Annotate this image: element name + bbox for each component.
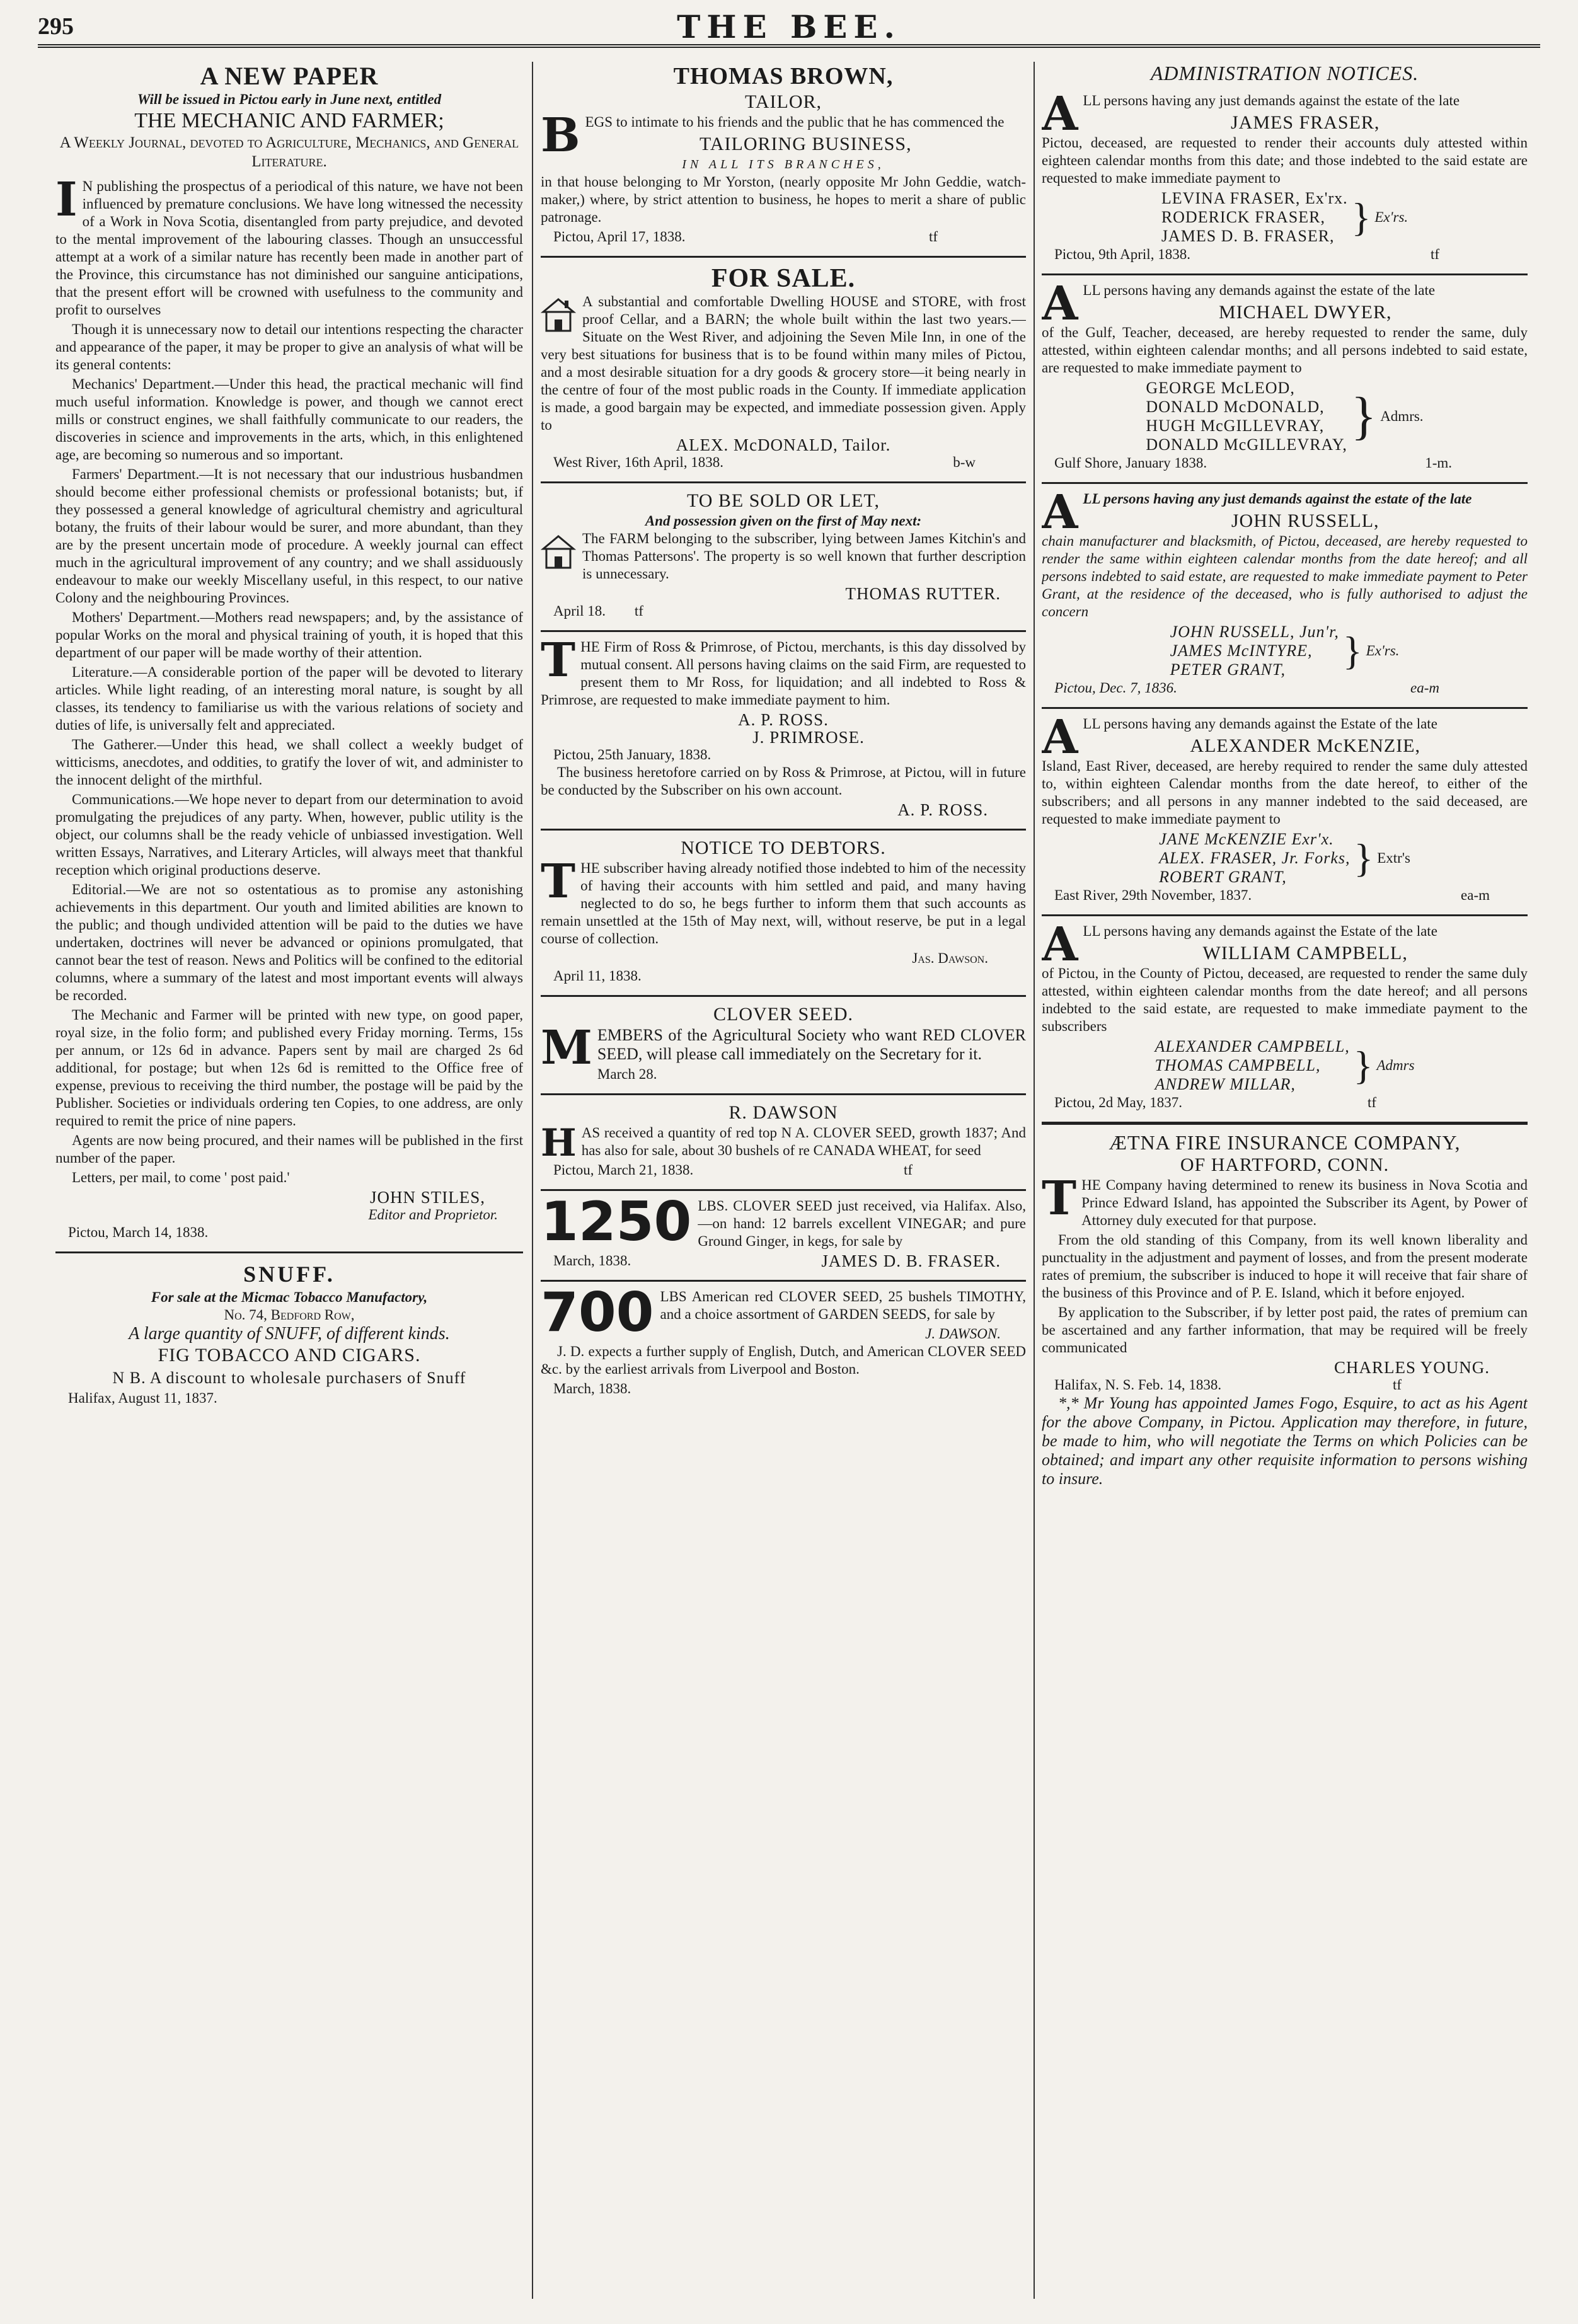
role-label: Admrs. (1380, 408, 1424, 424)
insertion-code: tf (903, 1162, 913, 1178)
insertion-code: ea-m (1461, 887, 1490, 903)
debtors-notice (541, 829, 1026, 985)
notice-subheading: Will be issued in Pictou early in June next, entitled (137, 91, 442, 107)
administrator-name: GEORGE McLEOD, (1146, 379, 1295, 397)
drop-cap: T (541, 854, 576, 909)
paragraph: LL persons having any demands against the Estate of the late (1083, 923, 1437, 939)
paragraph: Literature.—A considerable portion of the paper will be devoted to literary articles. While light reading, of an interesting moral nature, is sought by all classes, its tendency to familiarise us with the various relations of society and duties of life, is universally felt and appreciated. (55, 664, 523, 733)
aetna-notice (1042, 1122, 1528, 1488)
house-icon (541, 296, 576, 333)
paragraph: Pictou, deceased, are requested to render their accounts duly attested within eighteen calendar months from this date; and those indebted to the said estate are requested to make immediate payment to (1042, 135, 1528, 186)
notice-heading: FIG TOBACCO AND CIGARS. (158, 1345, 421, 1366)
drop-cap: I (55, 173, 78, 227)
notice-subheading: And possession given on the first of May next: (645, 513, 922, 529)
notice-heading: R. DAWSON (729, 1102, 838, 1123)
signature-title: Editor and Proprietor. (368, 1207, 498, 1222)
notice-heading: TO BE SOLD OR LET, (686, 490, 880, 511)
paragraph: LL persons having any just demands against the estate of the late (1083, 93, 1460, 108)
dateline: Pictou, March 21, 1838. (553, 1162, 694, 1178)
dawson-notice (541, 1093, 1026, 1179)
paragraph: By application to the Subscriber, if by letter post paid, the rates of premium can be ascertained and any farther information, that may be required will be freely communicated (1042, 1304, 1528, 1355)
snuff-notice (55, 1251, 523, 1407)
russell-estate-notice (1042, 482, 1528, 697)
paragraph: EGS to intimate to his friends and the public that he has commenced the (585, 114, 1005, 130)
dateline: Pictou, March 14, 1838. (68, 1224, 209, 1240)
branches-line: IN ALL ITS BRANCHES, (682, 158, 885, 171)
paragraph: Farmers' Department.—It is not necessary that our industrious husbandmen should become either professional chemists or professional botanists; but, if they possessed a general knowledge of agricultural chemistry and agricultural botany, the fruits of their labour would be surer, and more abundant, than they are by the present uncertain mode of procedure. A weekly journal can effect much in the agricultural improvement of any country; and we shall assiduously endeavour to make our weekly Miscellany useful, in this respect, to our native Colony and the neighbouring Provinces. (55, 466, 523, 606)
insertion-code: tf (1392, 1377, 1402, 1393)
paragraph: chain manufacturer and blacksmith, of Pictou, deceased, are hereby requested to render the same within eighteen calendar months from the date hereof; and all persons indebted to said estate, are requested to make immediate payment to Peter Grant, at the residence of the deceased, who is fully authorised to adjust the concern (1042, 533, 1528, 619)
campbell-estate-notice (1042, 914, 1528, 1112)
paragraph: J. D. expects a further supply of English, Dutch, and American CLOVER SEED &c. by the earliest arrivals from Liverpool and Boston. (541, 1343, 1026, 1377)
brace: } (1353, 1043, 1373, 1088)
brace: } (1351, 387, 1377, 446)
executor-name: JAMES D. B. FRASER, (1161, 227, 1335, 245)
role-label: Admrs (1376, 1057, 1415, 1073)
insertion-code: ea-m (1410, 680, 1439, 696)
drop-cap: A (1042, 710, 1078, 764)
paragraph: Agents are now being procured, and their names will be published in the first number of the paper. (55, 1132, 523, 1166)
paragraph: A substantial and comfortable Dwelling HOUSE and STORE, with frost proof Cellar, and a BARN; the whole built within the last two years.—Situate on the West River, and adjoining the Seven Mile Inn, in one of the very best situations for business that is to be found within many miles of Pictou, and a most desirable situation for a dry goods & grocery store—it being nearly in the centre of four of the most public roads in the County. If immediate application is made, a good bargain may be expected, and immediate possession given. Apply to (541, 294, 1026, 433)
executor-name: JANE McKENZIE Exr'x. (1159, 830, 1334, 848)
paragraph: HE subscriber having already notified those indebted to him of the necessity of having their accounts with him settled and paid, and many having neglected to do so, he begs further to inform them that such accounts as remain unsettled at the 15th of May next, will, without reserve, be put in a legal course of collection. (541, 860, 1026, 946)
deceased-name: WILLIAM CAMPBELL, (1202, 943, 1408, 964)
notice-subheading: TAILOR, (744, 91, 822, 112)
page-header (38, 9, 1540, 48)
executor-name: LEVINA FRASER, Ex'rx. (1161, 189, 1348, 207)
dateline: March 28. (597, 1066, 657, 1082)
column-2 (541, 62, 1026, 2305)
agent-note: *,* Mr Young has appointed James Fogo, Esquire, to act as his Agent for the above Company, in Pictou. Application may therefore, in future, be made to him, who will negotiate the Terms on which Policies can be obtained; and impart any other requisite information to persons wishing to insure. (1042, 1394, 1528, 1488)
role-label: Ex'rs. (1366, 643, 1400, 659)
paragraph: Island, East River, deceased, are hereby required to render the same duly attested to, within eighteen Calendar months from the date hereof, to either of the subscribers; and all persons in any manner indebted to the said deceased, are requested to make immediate payment to (1042, 758, 1528, 827)
dawson-seed-notice (541, 1280, 1026, 1398)
drop-cap: T (541, 633, 576, 687)
executor-name: ALEX. FRASER, Jr. Forks, (1159, 849, 1351, 867)
signature: THOMAS RUTTER. (845, 584, 1001, 603)
ross-primrose-notice (541, 630, 1026, 819)
drop-cap: A (1042, 918, 1078, 972)
notice-heading: A NEW PAPER (200, 62, 379, 90)
dateline: April 18. (553, 603, 606, 619)
notice-line: A large quantity of SNUFF, of different kinds. (129, 1324, 450, 1343)
dateline: Gulf Shore, January 1838. (1054, 455, 1207, 471)
quantity-number: 700 (541, 1281, 654, 1344)
fraser-seed-notice (541, 1189, 1026, 1270)
for-sale-notice (541, 256, 1026, 471)
notice-heading: THOMAS BROWN, (673, 63, 894, 89)
dateline: March, 1838. (553, 1381, 631, 1396)
paragraph: The Gatherer.—Under this head, we shall collect a weekly budget of witticisms, anecdotes, and oddities, to gratify the lover of wit, and administer to the innocent delight of the mirthful. (55, 737, 523, 788)
executor-name: RODERICK FRASER, (1161, 208, 1325, 226)
brace: } (1342, 628, 1362, 673)
drop-cap: B (541, 108, 580, 163)
notice-heading: NOTICE TO DEBTORS. (681, 837, 886, 858)
dateline: Halifax, N. S. Feb. 14, 1838. (1054, 1377, 1222, 1393)
notice-heading: CLOVER SEED. (713, 1004, 853, 1025)
paragraph: Letters, per mail, to come ' post paid.' (72, 1170, 290, 1185)
paragraph: Mothers' Department.—Mothers read newspapers; and, by the assistance of popular Works on the moral and physical training of youth, it is hoped that this department of our paper will be made worthy of their attention. (55, 609, 523, 660)
executor-list (1042, 189, 1528, 246)
executor-name: ROBERT GRANT, (1159, 868, 1287, 886)
clover-seed-notice (541, 995, 1026, 1083)
masthead-title: THE BEE. (677, 8, 901, 45)
insertion-code: tf (928, 229, 938, 244)
drop-cap: H (541, 1121, 577, 1165)
dateline: West River, 16th April, 1838. (553, 454, 724, 470)
paragraph: N publishing the prospectus of a periodical of this nature, we have not been influenced by premature conclusions. We have long witnessed the necessity of a Work in Nova Scotia, disentangled from party prejudice, and devoted to the mental improvement of the labouring classes. Though an unsuccessful attempt at a work of a similar nature has recently been made in another part of the Province, this circumstance has not diminished our sanguine anticipations, that the present effort will be crowned with usefulness to the community and profit to ourselves (55, 178, 523, 318)
section-heading: ADMINISTRATION NOTICES. (1150, 62, 1419, 84)
signature: J. DAWSON. (925, 1326, 1001, 1342)
deceased-name: MICHAEL DWYER, (1218, 302, 1392, 323)
executor-list (1042, 830, 1528, 887)
administrator-name: DONALD McGILLEVRAY, (1146, 435, 1347, 454)
dateline: East River, 29th November, 1837. (1054, 887, 1252, 903)
executor-name: JOHN RUSSELL, Jun'r, (1170, 623, 1339, 641)
administrator-name: ANDREW MILLAR, (1155, 1075, 1296, 1093)
paragraph: EMBERS of the Agricultural Society who want RED CLOVER SEED, will please call immediately on the Secretary for it. (597, 1026, 1026, 1063)
paragraph: The business heretofore carried on by Ross & Primrose, at Pictou, will in future be conducted by the Subscriber on his own account. (541, 764, 1026, 798)
deceased-name: JOHN RUSSELL, (1231, 510, 1379, 531)
drop-cap: M (541, 1021, 592, 1075)
column-rule-right (1034, 62, 1035, 2299)
insertion-code: tf (1430, 246, 1439, 262)
paragraph: Communications.—We hope never to depart from our determination to avoid promulgating the prejudices of any party. When, however, public utility is the object, our columns shall be the ready vehicle of unbiassed investigation. Well written Essays, Narratives, and Literary Articles, will always meet that thankful reception which original productions deserve. (55, 791, 523, 878)
paragraph: AS received a quantity of red top N A. CLOVER SEED, growth 1837; And has also for sale, about 30 bushels of re CANADA WHEAT, for seed (581, 1125, 1026, 1158)
paragraph: HE Company having determined to renew its business in Nova Scotia and Prince Edward Island, has appointed the Subscriber its Agent, by Power of Attorney duly executed for that purpose. (1081, 1177, 1528, 1228)
administrator-name: DONALD McDONALD, (1146, 398, 1325, 416)
drop-cap: T (1042, 1171, 1077, 1226)
insertion-code: tf (1367, 1095, 1376, 1110)
executor-list (1042, 623, 1528, 679)
role-label: Extr's (1377, 850, 1410, 866)
administrator-list (1042, 1037, 1528, 1094)
new-paper-notice (55, 62, 523, 1241)
page-number: 295 (38, 13, 74, 40)
paper-subtitle: A Weekly Journal, devoted to Agriculture, Mechanics, and General Literature. (59, 134, 519, 170)
signature: J. PRIMROSE. (752, 728, 865, 747)
signature: A. P. ROSS. (738, 710, 829, 729)
notice-heading: FOR SALE. (711, 264, 856, 293)
administrator-name: ALEXANDER CAMPBELL, (1155, 1037, 1350, 1056)
signature: A. P. ROSS. (897, 800, 988, 819)
quantity-number: 1250 (541, 1190, 692, 1253)
insertion-code: b-w (953, 454, 976, 470)
notice-subheading: OF HARTFORD, CONN. (1180, 1154, 1390, 1175)
paper-title: THE MECHANIC AND FARMER; (134, 109, 444, 132)
paragraph: LBS. CLOVER SEED just received, via Halifax. Also,—on hand: 12 barrels excellent VINEGAR; and pure Ground Ginger, in kegs, for sale by (698, 1198, 1026, 1249)
insertion-code: 1-m. (1425, 455, 1452, 471)
notice-heading: ÆTNA FIRE INSURANCE COMPANY, (1109, 1131, 1461, 1154)
insertion-code: tf (634, 603, 643, 619)
notice-heading: SNUFF. (243, 1262, 335, 1287)
to-be-sold-notice (541, 481, 1026, 620)
notice-line: N B. A discount to wholesale purchasers of Snuff (112, 1369, 466, 1387)
administrator-name: HUGH McGILLEVRAY, (1146, 417, 1325, 435)
business-title: TAILORING BUSINESS, (699, 134, 912, 154)
paragraph: The FARM belonging to the subscriber, lying between James Kitchin's and Thomas Pattersons'. The property is so well known that further description is unnecessary. (582, 531, 1026, 582)
column-1 (55, 62, 523, 2305)
paragraph: of Pictou, in the County of Pictou, deceased, are requested to render the same duly attested, within eighteen calendar months from the date hereof; and all persons indebted to the said estate, are requested to make immediate payment to the subscribers (1042, 965, 1528, 1034)
dateline: Pictou, 25th January, 1838. (553, 747, 711, 762)
dateline: Pictou, Dec. 7, 1836. (1054, 680, 1177, 696)
signature: ALEX. McDONALD, Tailor. (676, 435, 891, 454)
drop-cap: A (1042, 87, 1078, 141)
brace: } (1351, 195, 1371, 239)
brace: } (1354, 836, 1374, 880)
dateline: April 11, 1838. (553, 968, 642, 984)
paragraph: in that house belonging to Mr Yorston, (nearly opposite Mr John Geddie, watch-maker,) where, by strict attention to business, he hopes to merit a share of public patronage. (541, 174, 1026, 225)
deceased-name: JAMES FRASER, (1231, 112, 1380, 133)
notice-line: No. 74, Bedford Row, (224, 1307, 355, 1323)
dateline: Pictou, 2d May, 1837. (1054, 1095, 1182, 1110)
dateline: Pictou, 9th April, 1838. (1054, 246, 1190, 262)
signature: CHARLES YOUNG. (1333, 1358, 1490, 1377)
paragraph: HE Firm of Ross & Primrose, of Pictou, merchants, is this day dissolved by mutual consent. All persons having claims on the said Firm, are requested to present them to Mr Ross, for liquidation; and all indebted to Ross & Primrose, are requested to make immediate payment to him. (541, 639, 1026, 708)
dateline: Halifax, August 11, 1837. (68, 1390, 217, 1406)
paragraph: From the old standing of this Company, from its well known liberality and punctuality in the adjustment and payment of losses, and from the present moderate rates of premium, the subscriber is induced to hope it will receive that fair share of the business of this Province and of P. E. Island, which it before enjoyed. (1042, 1232, 1528, 1301)
paragraph: Mechanics' Department.—Under this head, the practical mechanic will find much useful information. Knowledge is power, and though we cannot erect mills or construct engines, we shall faithfully communicate to our readers, the discoveries in science and improvements in the arts, which, in this enlightened age, are becoming so numerous and so important. (55, 376, 523, 463)
paragraph: LL persons having any just demands against the estate of the late (1083, 491, 1472, 507)
administrator-list (1042, 379, 1528, 454)
role-label: Ex'rs. (1374, 209, 1408, 225)
house-icon (541, 532, 576, 570)
signature: JOHN STILES, (369, 1188, 485, 1207)
mckenzie-estate-notice (1042, 707, 1528, 904)
administrator-name: THOMAS CAMPBELL, (1155, 1056, 1321, 1074)
dwyer-estate-notice (1042, 273, 1528, 472)
drop-cap: A (1042, 277, 1078, 331)
column-rule-left (532, 62, 533, 2299)
dateline: Pictou, April 17, 1838. (553, 229, 686, 244)
paragraph: LBS American red CLOVER SEED, 25 bushels TIMOTHY, and a choice assortment of GARDEN SEEDS, for sale by (660, 1289, 1026, 1322)
executor-name: JAMES McINTYRE, (1170, 641, 1313, 660)
paragraph: of the Gulf, Teacher, deceased, are hereby requested to render the same, duly attested, within eighteen calendar months; and all persons indebted to said estate, are requested to make immediate payment to (1042, 325, 1528, 376)
signature: JAMES D. B. FRASER. (821, 1251, 1001, 1270)
signature: Jas. Dawson. (912, 950, 988, 966)
paragraph: The Mechanic and Farmer will be printed with new type, on good paper, royal size, in the folio form; and published every Friday morning. Terms, 15s per annum, or 12s 6d in advance. Papers sent by mail are charged 2s 6d additional, for postage; but when 12s 6d is remitted to the Office free of expense, previous to receiving the third number, the postage will be paid by the Publisher. Societies or individuals ordering ten Copies, to one address, are only required to remit the price of nine papers. (55, 1007, 523, 1129)
dateline: March, 1838. (553, 1253, 631, 1268)
paragraph: Editorial.—We are not so ostentatious as to promise any astonishing achievements in this department. Our youth and limited abilities are known to the public; and though undivided attention will be paid to the duties we have undertaken, doctrines will never be advanced or opinions promulgated, that cannot bear the test of reason. News and Politics will be confined to the editorial columns, where a summary of the latest and most important events will always be recorded. (55, 882, 523, 1003)
drop-cap: A (1042, 485, 1078, 539)
column-3 (1042, 62, 1528, 2305)
deceased-name: ALEXANDER McKENZIE, (1190, 735, 1421, 756)
executor-name: PETER GRANT, (1170, 660, 1286, 679)
notice-line: For sale at the Micmac Tobacco Manufactory, (151, 1289, 428, 1305)
paragraph: LL persons having any demands against the estate of the late (1083, 282, 1436, 298)
brown-notice (541, 62, 1026, 246)
paragraph: LL persons having any demands against the Estate of the late (1083, 716, 1437, 732)
fraser-estate-notice (1042, 87, 1528, 263)
paragraph: Though it is unnecessary now to detail our intentions respecting the character and appearance of the paper, it may be proper to give an analysis of what will be its general contents: (55, 321, 523, 372)
